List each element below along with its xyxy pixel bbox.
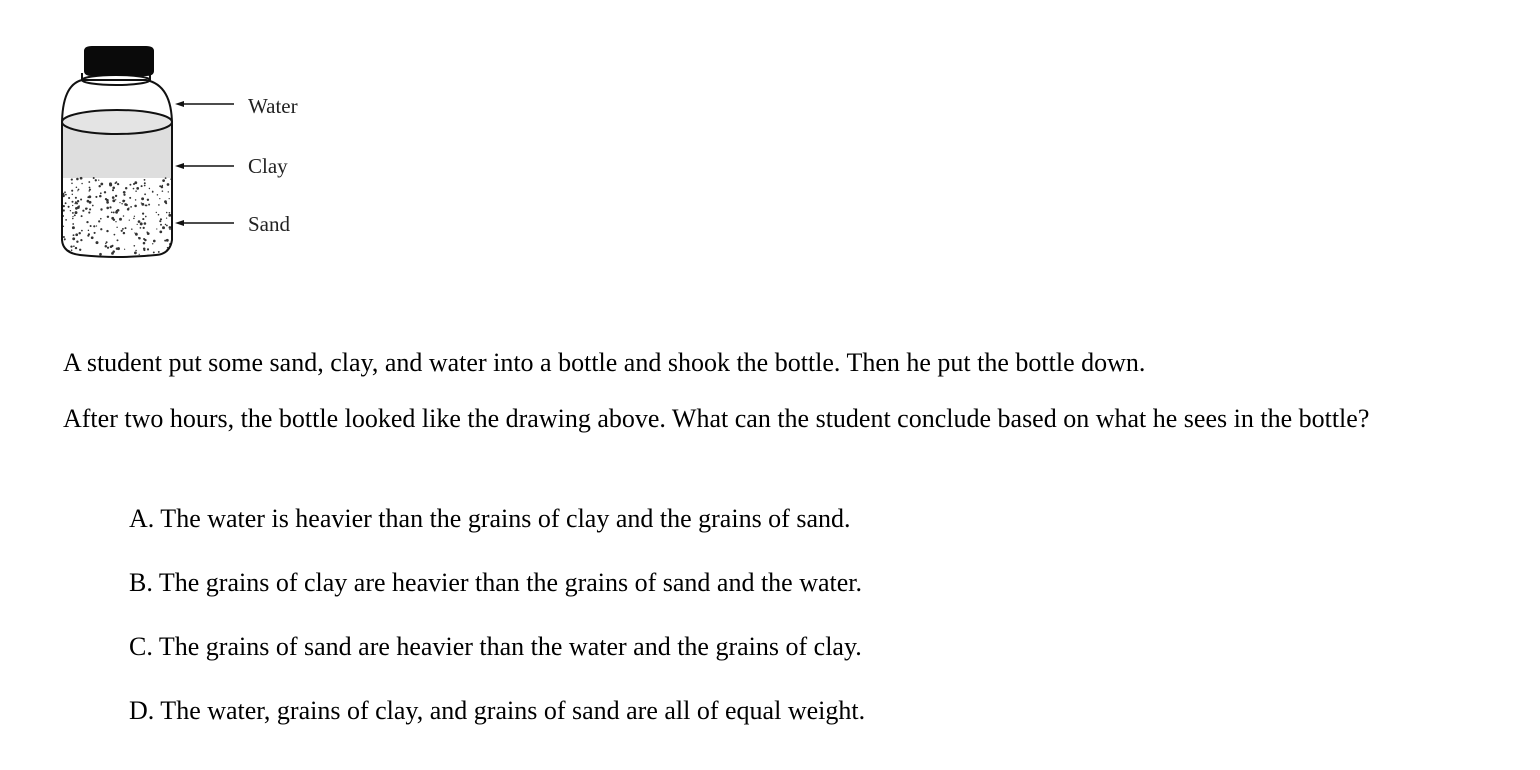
arrow-clay: [175, 163, 234, 169]
sand-grain: [81, 230, 83, 232]
sand-grain: [152, 243, 153, 244]
sand-grain: [169, 198, 170, 199]
sand-grain: [113, 219, 115, 221]
sand-grain: [114, 182, 115, 183]
sand-grain: [140, 227, 142, 229]
sand-grain: [112, 186, 115, 189]
label-clay: Clay: [248, 154, 288, 178]
sand-grain: [164, 200, 167, 203]
sand-grain: [70, 245, 72, 247]
sand-grain: [169, 226, 172, 229]
bottle-cap: [84, 46, 154, 76]
sand-grain: [74, 214, 76, 216]
sand-grain: [162, 179, 165, 182]
sand-grain: [75, 201, 77, 203]
sand-grain: [64, 239, 65, 240]
sand-grain: [71, 183, 73, 185]
sand-grain: [112, 199, 115, 202]
sand-grain: [80, 177, 83, 180]
sand-grain: [110, 246, 113, 249]
sand-grain: [115, 199, 116, 200]
sand-grain: [100, 208, 102, 210]
sand-grain: [80, 239, 82, 241]
option-b[interactable]: B. The grains of clay are heavier than the grains of sand and the water.: [129, 568, 863, 597]
sand-grain: [123, 194, 125, 196]
sand-grain: [131, 228, 133, 230]
sand-grain: [141, 197, 144, 200]
sand-grain: [91, 236, 94, 239]
sand-grain: [95, 179, 97, 181]
sand-grain: [122, 228, 124, 230]
sand-grain: [144, 222, 147, 225]
sand-grain: [157, 194, 158, 195]
sand-grain: [70, 210, 71, 211]
sand-grain: [134, 205, 137, 208]
sand-grain: [65, 219, 67, 221]
sand-grain: [117, 183, 119, 185]
sand-grain: [81, 183, 83, 185]
sand-grain: [92, 205, 94, 207]
sand-grain: [166, 217, 167, 218]
sand-grain: [124, 200, 125, 201]
sand-grain: [63, 209, 65, 211]
sand-grain: [159, 220, 161, 222]
sand-grain: [87, 201, 89, 203]
sand-grain: [105, 198, 107, 200]
arrow-water: [175, 101, 234, 107]
sand-grain: [134, 216, 135, 217]
bottle: [60, 46, 175, 260]
sand-grain: [144, 185, 146, 187]
sand-grain: [89, 208, 91, 210]
bottle-figure: [50, 40, 350, 270]
sand-grain: [153, 251, 155, 253]
sand-grain: [77, 200, 79, 202]
sand-grain: [73, 245, 75, 247]
sand-grain: [79, 249, 81, 251]
sand-grain: [114, 234, 116, 236]
sand-grain: [78, 205, 80, 207]
sand-grain: [166, 225, 168, 227]
sand-grain: [152, 191, 154, 193]
sand-grain: [144, 239, 146, 241]
sand-grain: [76, 178, 79, 181]
sand-grain: [72, 218, 74, 220]
sand-grain: [145, 205, 147, 207]
sand-grain: [159, 198, 160, 199]
sand-grain: [113, 211, 115, 213]
sand-grain: [63, 236, 65, 238]
sand-grain: [81, 215, 83, 217]
sand-grain: [75, 233, 78, 236]
sand-grain: [72, 205, 73, 206]
sand-grain: [96, 241, 99, 244]
sand-grain: [123, 215, 125, 217]
sand-grain: [121, 203, 122, 204]
sand-grain: [134, 181, 137, 184]
sand-grain: [112, 245, 113, 246]
sand-grain: [72, 223, 74, 225]
sand-grain: [121, 230, 123, 232]
sand-layer: [60, 177, 175, 260]
sand-grain: [134, 252, 137, 255]
sand-grain: [145, 216, 147, 218]
sand-grain: [129, 197, 131, 199]
sand-grain: [165, 177, 167, 179]
sand-grain: [98, 179, 99, 180]
sand-grain: [162, 226, 165, 229]
sand-grain: [86, 221, 88, 223]
sand-grain: [112, 196, 115, 199]
sand-grain: [86, 208, 87, 209]
sand-grain: [80, 198, 82, 200]
sand-grain: [168, 214, 171, 217]
sand-grain: [129, 184, 131, 186]
sand-grain: [76, 241, 78, 243]
sand-grain: [88, 230, 89, 231]
sand-grain: [144, 182, 146, 184]
sand-grain: [115, 221, 116, 222]
sand-grain: [124, 249, 125, 250]
sand-grain: [161, 186, 163, 188]
sand-grain: [135, 199, 137, 201]
sand-grain: [138, 220, 141, 223]
sand-grain: [159, 231, 162, 234]
sand-grain: [139, 254, 140, 255]
sand-grain: [133, 188, 135, 190]
sand-grain: [142, 218, 144, 220]
sand-grain: [73, 234, 75, 236]
sand-grain: [75, 197, 77, 199]
sand-grain: [112, 250, 115, 253]
sand-grain: [162, 190, 164, 192]
sand-grain: [143, 247, 146, 250]
sand-grain: [156, 228, 157, 229]
sand-grain: [142, 213, 144, 215]
sand-grain: [117, 247, 120, 250]
sand-grain: [68, 206, 70, 208]
sand-grain: [123, 191, 126, 194]
sand-grain: [125, 187, 127, 189]
sand-grain: [125, 227, 127, 229]
sand-grain: [106, 201, 109, 204]
sand-grain: [119, 202, 120, 203]
label-sand: Sand: [248, 212, 290, 236]
sand-grain: [106, 207, 109, 210]
sand-grain: [169, 212, 171, 214]
sand-grain: [136, 187, 139, 190]
sand-grain: [62, 253, 64, 255]
sand-grain: [130, 206, 132, 208]
sand-grain: [147, 232, 150, 235]
sand-grain: [116, 212, 118, 214]
sand-grain: [158, 214, 160, 216]
sand-grain: [117, 239, 119, 241]
arrow-sand: [175, 220, 234, 226]
sand-grain: [71, 179, 73, 181]
sand-grain: [98, 185, 100, 187]
sand-grain: [90, 226, 91, 227]
sand-grain: [137, 224, 138, 225]
sand-grain: [100, 228, 102, 230]
sand-grain: [78, 189, 80, 191]
sand-grain: [105, 245, 108, 248]
sand-grain: [133, 245, 135, 247]
sand-grain: [65, 202, 67, 204]
sand-grain: [107, 216, 109, 218]
sand-grain: [141, 202, 142, 203]
sand-grain: [93, 225, 95, 227]
sand-grain: [165, 224, 166, 225]
sand-grain: [72, 226, 75, 229]
sand-grain: [111, 211, 113, 213]
sand-grain: [143, 227, 145, 229]
sand-grain: [99, 253, 102, 256]
sand-grain: [106, 241, 108, 243]
sand-grain: [123, 232, 125, 234]
sand-grain: [106, 230, 108, 232]
sand-grain: [166, 212, 168, 214]
sand-grain: [71, 190, 73, 192]
sand-grain: [78, 232, 80, 234]
sand-grain: [100, 183, 103, 186]
label-water: Water: [248, 94, 298, 118]
sand-grain: [156, 212, 157, 213]
sand-grain: [65, 194, 67, 196]
sand-grain: [75, 211, 78, 214]
sand-grain: [104, 191, 106, 193]
sand-grain: [160, 219, 162, 221]
sand-grain: [71, 249, 73, 251]
sand-grain: [63, 205, 65, 207]
sand-grain: [89, 201, 92, 204]
sand-grain: [144, 193, 146, 195]
sand-grain: [147, 199, 149, 201]
sand-grain: [76, 186, 78, 188]
question-line-2: After two hours, the bottle looked like the drawing above. What can the student conclude based on what he sees in the bottle?: [63, 404, 1370, 433]
sand-grain: [112, 189, 114, 191]
sand-grain: [96, 225, 97, 226]
sand-grain: [128, 207, 129, 208]
sand-grain: [149, 188, 150, 189]
sand-grain: [100, 218, 102, 220]
sand-grain: [95, 196, 97, 198]
sand-grain: [129, 219, 130, 220]
sand-grain: [107, 247, 109, 249]
sand-grain: [147, 248, 149, 250]
option-a[interactable]: A. The water is heavier than the grains of clay and the grains of sand.: [129, 504, 851, 533]
sand-grain: [141, 185, 143, 187]
sand-grain: [160, 224, 162, 226]
sand-grain: [166, 239, 169, 242]
sand-grain: [133, 218, 135, 220]
sand-grain: [135, 190, 137, 192]
sand-grain: [116, 227, 117, 228]
water-surface: [62, 110, 172, 134]
sand-grain: [135, 233, 138, 236]
sand-grain: [64, 191, 66, 193]
sand-grain: [87, 196, 89, 198]
sand-grain: [94, 232, 96, 234]
sand-grain: [109, 206, 111, 208]
sand-grain: [140, 222, 143, 225]
sand-grain: [68, 197, 70, 199]
sand-grain: [77, 190, 78, 191]
sand-grain: [124, 203, 127, 206]
sand-grain: [72, 201, 74, 203]
option-c[interactable]: C. The grains of sand are heavier than the water and the grains of clay.: [129, 632, 862, 661]
sand-grain: [144, 179, 146, 181]
sand-grain: [169, 229, 170, 230]
sand-grain: [99, 195, 102, 198]
sand-grain: [167, 183, 170, 186]
sand-grain: [117, 209, 120, 212]
sand-grain: [109, 182, 112, 185]
option-d[interactable]: D. The water, grains of clay, and grains of sand are all of equal weight.: [129, 696, 866, 725]
question-line-1: A student put some sand, clay, and water into a bottle and shook the bottle. Then he put the bottle down.: [63, 348, 1146, 377]
sand-grain: [75, 247, 77, 249]
sand-grain: [164, 240, 166, 242]
sand-grain: [98, 220, 100, 222]
sand-grain: [153, 240, 156, 243]
sand-grain: [148, 204, 150, 206]
sand-grain: [82, 210, 84, 212]
sand-grain: [72, 216, 73, 217]
sand-grain: [119, 218, 122, 221]
sand-grain: [72, 212, 74, 214]
sand-grain: [143, 242, 146, 245]
sand-grain: [138, 237, 141, 240]
sand-grain: [100, 192, 102, 194]
sand-grain: [72, 194, 73, 195]
sand-grain: [158, 204, 160, 206]
sand-grain: [88, 233, 90, 235]
sand-grain: [89, 187, 91, 189]
sand-grain: [88, 181, 90, 183]
sand-grain: [135, 250, 137, 252]
sand-grain: [158, 251, 160, 253]
sand-grain: [93, 177, 95, 179]
sand-grain: [89, 189, 91, 191]
sand-grain: [88, 212, 90, 214]
sand-grain: [72, 237, 75, 240]
sand-grain: [168, 191, 169, 192]
sand-grain: [115, 195, 117, 197]
